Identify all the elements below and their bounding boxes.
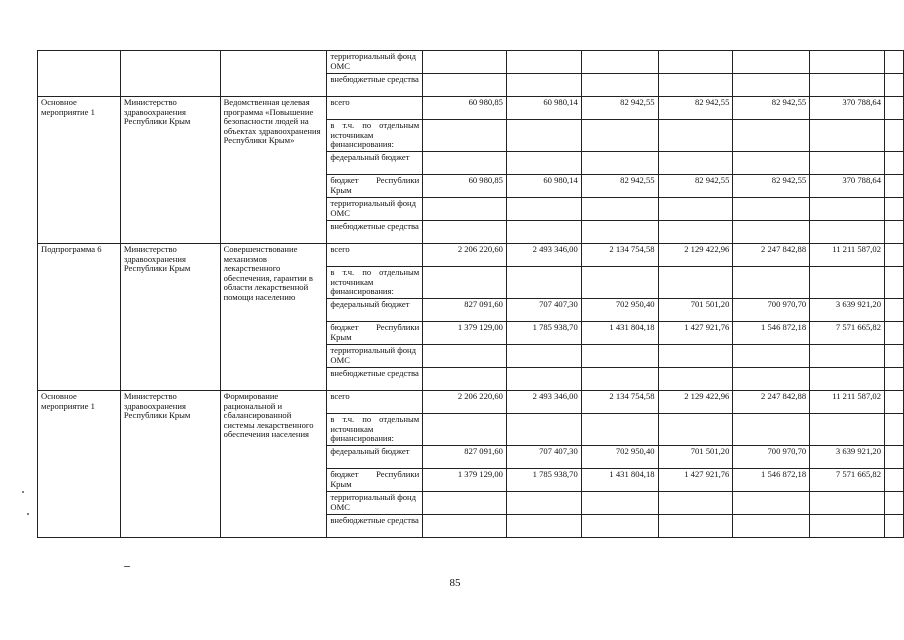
amount-cell: 2 129 422,96 (658, 391, 733, 414)
item-cell (38, 51, 121, 97)
amount-cell: 707 407,30 (506, 446, 581, 469)
amount-cell: 700 970,70 (733, 446, 810, 469)
amount-cell: 1 546 872,18 (733, 322, 810, 345)
amount-cell (658, 267, 733, 299)
amount-cell (581, 492, 658, 515)
amount-cell: 2 247 842,88 (733, 391, 810, 414)
amount-cell (658, 368, 733, 391)
amount-cell (810, 368, 885, 391)
name-cell: Совершенствование механизмов лекарственного обеспечения, гарантии в области лекарственной помощи населению (220, 244, 327, 391)
amount-cell (658, 152, 733, 175)
amount-cell (581, 515, 658, 538)
amount-cell (810, 152, 885, 175)
amount-cell: 82 942,55 (581, 175, 658, 198)
funding-source-cell: всего (327, 391, 423, 414)
amount-cell (658, 515, 733, 538)
amount-cell (658, 492, 733, 515)
amount-cell (423, 345, 507, 368)
amount-cell: 60 980,14 (506, 175, 581, 198)
amount-cell (506, 267, 581, 299)
amount-cell (658, 221, 733, 244)
table-row (38, 51, 904, 74)
amount-cell (506, 51, 581, 74)
amount-cell: 701 501,20 (658, 446, 733, 469)
name-cell: Формирование рациональной и сбалансированной системы лекарственного обеспечения населения (220, 391, 327, 538)
funding-source-cell: территориальный фонд ОМС (327, 345, 423, 368)
funding-source-cell: всего (327, 244, 423, 267)
amount-cell (506, 74, 581, 97)
amount-cell: 82 942,55 (658, 175, 733, 198)
amount-cell (733, 492, 810, 515)
amount-cell (810, 492, 885, 515)
funding-source-cell: всего (327, 97, 423, 120)
amount-cell: 1 785 938,70 (506, 322, 581, 345)
amount-cell (581, 221, 658, 244)
amount-cell (506, 492, 581, 515)
amount-cell: 1 785 938,70 (506, 469, 581, 492)
amount-cell (581, 368, 658, 391)
amount-cell (423, 267, 507, 299)
amount-cell (581, 414, 658, 446)
amount-cell (423, 221, 507, 244)
funding-source-cell: территориальный фонд ОМС (327, 51, 423, 74)
budget-table (37, 50, 904, 538)
page-number: 85 (449, 577, 461, 589)
item-cell: Основное мероприятие 1 (38, 97, 121, 244)
table-row (38, 244, 904, 267)
amount-cell (658, 198, 733, 221)
amount-cell (581, 198, 658, 221)
amount-cell (733, 74, 810, 97)
funding-source-cell: федеральный бюджет (327, 299, 423, 322)
amount-cell: 1 379 129,00 (423, 322, 507, 345)
amount-cell: 7 571 665,82 (810, 469, 885, 492)
amount-cell (506, 198, 581, 221)
amount-cell: 82 942,55 (733, 97, 810, 120)
amount-cell (885, 515, 904, 538)
amount-cell (885, 175, 904, 198)
name-cell: Ведомственная целевая программа «Повышение безопасности людей на объектах здравоохранения Республики Крым» (220, 97, 327, 244)
amount-cell (506, 345, 581, 368)
funding-source-cell: в т.ч. по отдельным источникам финансирования: (327, 414, 423, 446)
amount-cell (658, 414, 733, 446)
amount-cell (885, 221, 904, 244)
amount-cell: 2 134 754,58 (581, 244, 658, 267)
amount-cell (506, 368, 581, 391)
amount-cell (885, 299, 904, 322)
amount-cell (810, 414, 885, 446)
amount-cell (810, 221, 885, 244)
funding-source-cell: внебюджетные средства (327, 221, 423, 244)
amount-cell (423, 51, 507, 74)
amount-cell: 82 942,55 (581, 97, 658, 120)
amount-cell (733, 267, 810, 299)
amount-cell (885, 469, 904, 492)
executor-cell: Министерство здравоохранения Республики Крым (120, 244, 220, 391)
amount-cell (885, 492, 904, 515)
amount-cell (885, 198, 904, 221)
amount-cell (885, 414, 904, 446)
amount-cell (506, 515, 581, 538)
amount-cell (885, 446, 904, 469)
amount-cell (658, 74, 733, 97)
item-cell: Основное мероприятие 1 (38, 391, 121, 538)
amount-cell (423, 515, 507, 538)
amount-cell: 2 129 422,96 (658, 244, 733, 267)
amount-cell (810, 345, 885, 368)
amount-cell: 827 091,60 (423, 299, 507, 322)
funding-source-cell: внебюджетные средства (327, 74, 423, 97)
amount-cell (581, 267, 658, 299)
amount-cell (658, 120, 733, 152)
amount-cell (506, 120, 581, 152)
amount-cell (581, 74, 658, 97)
funding-source-cell: внебюджетные средства (327, 368, 423, 391)
amount-cell: 2 247 842,88 (733, 244, 810, 267)
amount-cell: 702 950,40 (581, 299, 658, 322)
amount-cell (885, 267, 904, 299)
amount-cell: 2 206 220,60 (423, 391, 507, 414)
funding-source-cell: в т.ч. по отдельным источникам финансирования: (327, 267, 423, 299)
funding-source-cell: бюджет Республики Крым (327, 469, 423, 492)
amount-cell: 827 091,60 (423, 446, 507, 469)
amount-cell (423, 492, 507, 515)
funding-source-cell: федеральный бюджет (327, 446, 423, 469)
amount-cell (810, 51, 885, 74)
amount-cell: 702 950,40 (581, 446, 658, 469)
funding-source-cell: в т.ч. по отдельным источникам финансирования: (327, 120, 423, 152)
amount-cell (885, 322, 904, 345)
amount-cell: 370 788,64 (810, 175, 885, 198)
amount-cell (885, 345, 904, 368)
scan-speck (22, 491, 24, 493)
amount-cell: 370 788,64 (810, 97, 885, 120)
name-cell (220, 51, 327, 97)
amount-cell (733, 152, 810, 175)
funding-source-cell: территориальный фонд ОМС (327, 198, 423, 221)
amount-cell: 60 980,14 (506, 97, 581, 120)
amount-cell: 11 211 587,02 (810, 244, 885, 267)
amount-cell (423, 414, 507, 446)
amount-cell (423, 198, 507, 221)
amount-cell: 1 546 872,18 (733, 469, 810, 492)
amount-cell (885, 97, 904, 120)
funding-source-cell: бюджет Республики Крым (327, 322, 423, 345)
amount-cell (658, 51, 733, 74)
amount-cell (423, 120, 507, 152)
amount-cell (733, 51, 810, 74)
amount-cell (885, 120, 904, 152)
amount-cell (506, 152, 581, 175)
amount-cell (810, 515, 885, 538)
amount-cell (885, 51, 904, 74)
amount-cell (423, 368, 507, 391)
executor-cell (120, 51, 220, 97)
amount-cell: 1 379 129,00 (423, 469, 507, 492)
executor-cell: Министерство здравоохранения Республики Крым (120, 97, 220, 244)
amount-cell: 3 639 921,20 (810, 446, 885, 469)
amount-cell: 2 134 754,58 (581, 391, 658, 414)
amount-cell (810, 198, 885, 221)
amount-cell (733, 345, 810, 368)
amount-cell (581, 120, 658, 152)
amount-cell: 1 431 804,18 (581, 322, 658, 345)
amount-cell: 1 431 804,18 (581, 469, 658, 492)
amount-cell: 2 206 220,60 (423, 244, 507, 267)
amount-cell (658, 345, 733, 368)
amount-cell: 7 571 665,82 (810, 322, 885, 345)
funding-source-cell: территориальный фонд ОМС (327, 492, 423, 515)
amount-cell: 1 427 921,76 (658, 469, 733, 492)
amount-cell (506, 221, 581, 244)
amount-cell: 707 407,30 (506, 299, 581, 322)
amount-cell: 82 942,55 (658, 97, 733, 120)
executor-cell: Министерство здравоохранения Республики Крым (120, 391, 220, 538)
amount-cell (423, 74, 507, 97)
amount-cell: 2 493 346,00 (506, 244, 581, 267)
amount-cell (423, 152, 507, 175)
amount-cell (885, 391, 904, 414)
amount-cell (885, 74, 904, 97)
table-row (38, 391, 904, 414)
amount-cell: 60 980,85 (423, 97, 507, 120)
amount-cell (733, 198, 810, 221)
amount-cell (810, 267, 885, 299)
amount-cell (885, 244, 904, 267)
amount-cell (733, 515, 810, 538)
amount-cell: 60 980,85 (423, 175, 507, 198)
amount-cell (885, 368, 904, 391)
amount-cell (733, 221, 810, 244)
amount-cell: 1 427 921,76 (658, 322, 733, 345)
amount-cell: 700 970,70 (733, 299, 810, 322)
scan-speck (27, 513, 29, 515)
amount-cell (885, 152, 904, 175)
amount-cell: 11 211 587,02 (810, 391, 885, 414)
amount-cell (810, 74, 885, 97)
amount-cell (733, 414, 810, 446)
amount-cell (733, 120, 810, 152)
table-row (38, 97, 904, 120)
amount-cell (581, 152, 658, 175)
funding-source-cell: бюджет Республики Крым (327, 175, 423, 198)
item-cell: Подпрограмма 6 (38, 244, 121, 391)
amount-cell: 3 639 921,20 (810, 299, 885, 322)
amount-cell (506, 414, 581, 446)
amount-cell (581, 51, 658, 74)
amount-cell (733, 368, 810, 391)
funding-source-cell: федеральный бюджет (327, 152, 423, 175)
amount-cell: 82 942,55 (733, 175, 810, 198)
amount-cell (581, 345, 658, 368)
funding-source-cell: внебюджетные средства (327, 515, 423, 538)
amount-cell: 701 501,20 (658, 299, 733, 322)
scan-speck (124, 566, 130, 567)
amount-cell (810, 120, 885, 152)
amount-cell: 2 493 346,00 (506, 391, 581, 414)
